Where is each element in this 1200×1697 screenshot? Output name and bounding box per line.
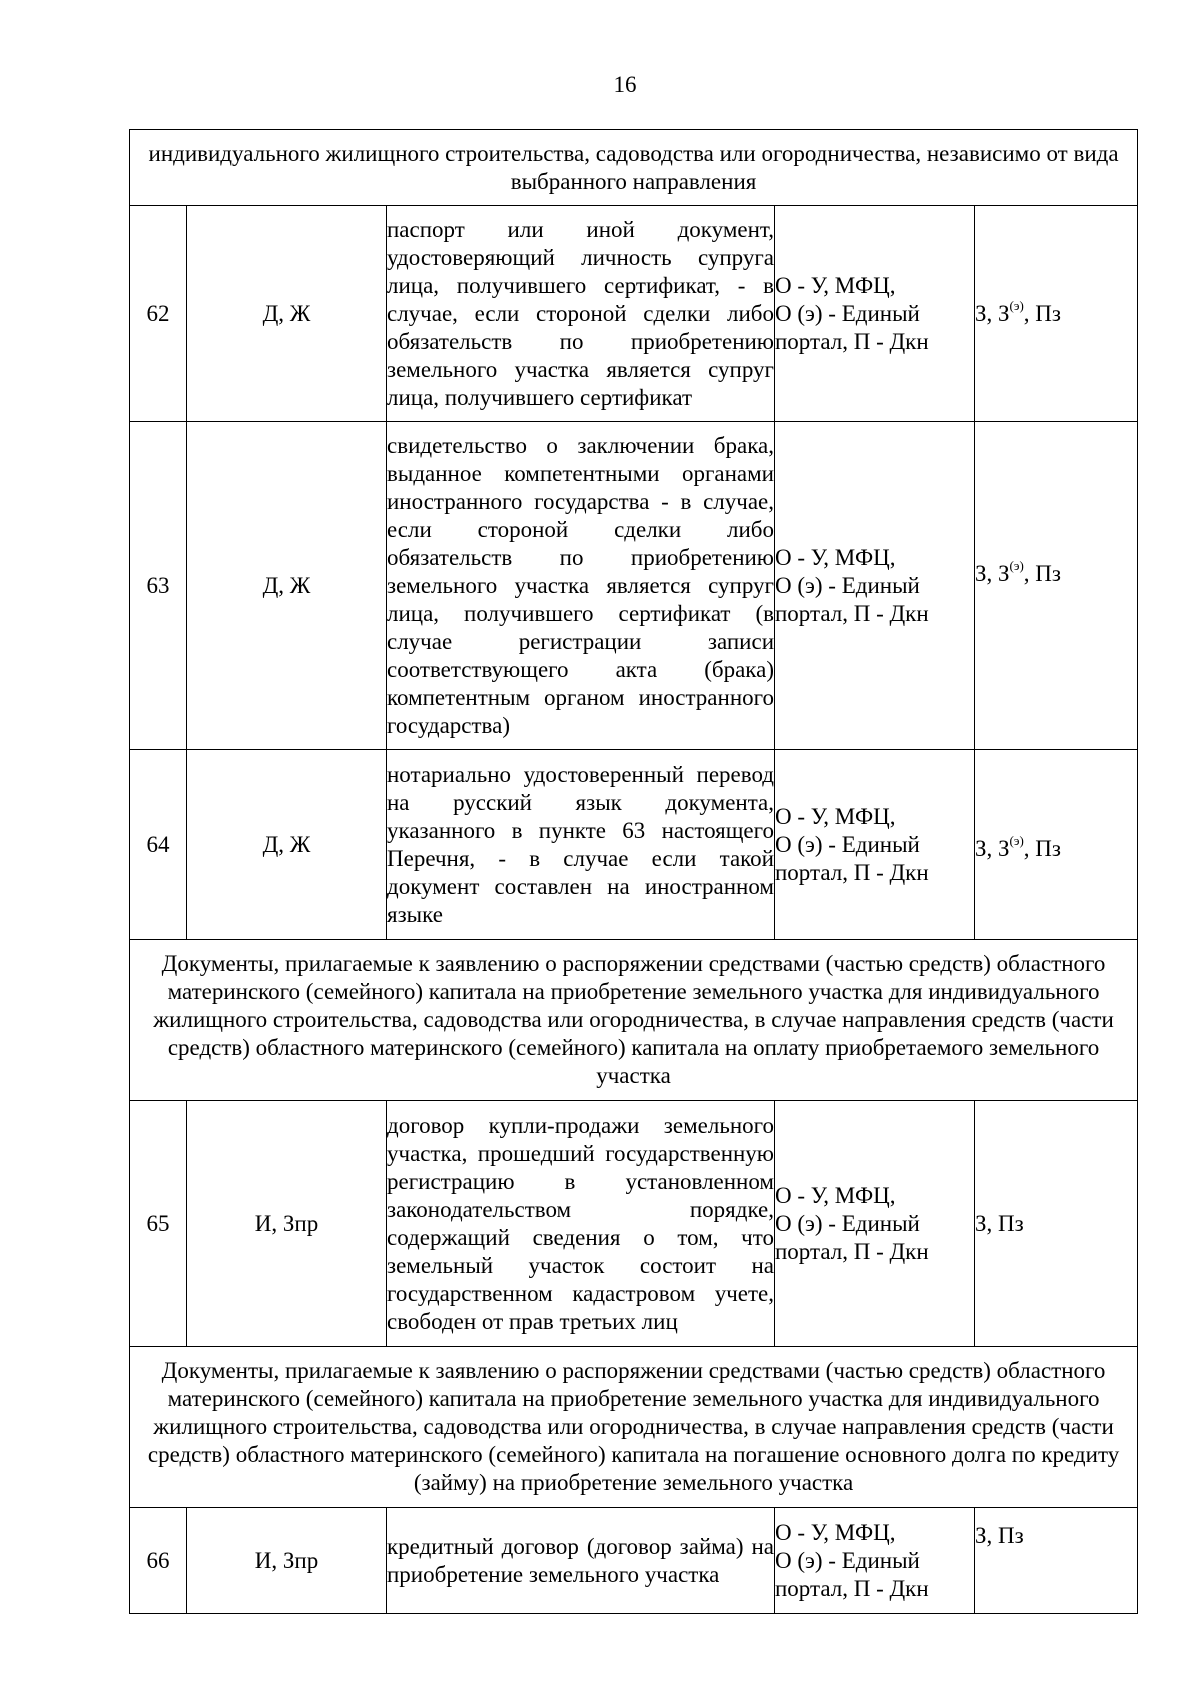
document-form <box>975 422 1138 750</box>
applicant-category: Д, Ж <box>187 206 387 422</box>
submission-method <box>775 206 975 422</box>
form-text: З, З <box>975 835 1010 861</box>
submission-line: О - У, МФЦ, <box>775 544 896 570</box>
row-number: 65 <box>130 1101 187 1347</box>
row-number: 64 <box>130 750 187 940</box>
row-number: 62 <box>130 206 187 422</box>
document-form <box>975 750 1138 940</box>
submission-line: О (э) - Единый <box>775 300 920 326</box>
form-superscript: (э) <box>1009 557 1024 573</box>
form-text: , Пз <box>1023 300 1061 326</box>
submission-line: О (э) - Единый <box>775 831 920 857</box>
submission-line: О (э) - Единый <box>775 1210 920 1236</box>
submission-line: О (э) - Единый <box>775 1547 920 1573</box>
form-text: З, Пз <box>975 1523 1024 1548</box>
submission-line: О - У, МФЦ, <box>775 803 896 829</box>
documents-table <box>129 129 1138 1614</box>
form-text: , Пз <box>1023 560 1061 586</box>
form-text: , Пз <box>1023 835 1061 861</box>
section-heading: Документы, прилагаемые к заявлению о распоряжении средствами (частью средств) областного материнского (семейного) капитала на приобретение земельного участка для индивидуального жилищного строительства, садоводства или огородничества, в случае направления средств (части средств) областного материнского (семейного) капитала на погашение основного долга по кредиту (займу) на приобретение земельного участка <box>130 1347 1138 1508</box>
section-row <box>130 1347 1138 1508</box>
document-description: свидетельство о заключении брака, выданное компетентными органами иностранного государства - в случае, если стороной сделки либо обязательств по приобретению земельного участка является супруг лица, получившего сертификат (в случае регистрации записи соответствующего акта (брака) компетентным органом иностранного государства) <box>387 422 775 750</box>
table-row <box>130 750 1138 940</box>
submission-line: портал, П - Дкн <box>775 600 929 626</box>
form-text: З, Пз <box>975 1210 1024 1236</box>
document-description: паспорт или иной документ, удостоверяющий личность супруга лица, получившего сертификат, - в случае, если стороной сделки либо обязательств по приобретению земельного участка является супруг лица, получившего сертификат <box>387 206 775 422</box>
submission-line: О - У, МФЦ, <box>775 272 896 298</box>
applicant-category: И, Зпр <box>187 1101 387 1347</box>
submission-method <box>775 1508 975 1614</box>
document-form <box>975 206 1138 422</box>
document-form <box>975 1101 1138 1347</box>
section-row <box>130 940 1138 1101</box>
page-number: 16 <box>613 72 637 97</box>
submission-method <box>775 1101 975 1347</box>
section-row <box>130 130 1138 206</box>
submission-line: портал, П - Дкн <box>775 1575 929 1601</box>
applicant-category: Д, Ж <box>187 422 387 750</box>
table-row <box>130 206 1138 422</box>
submission-line: портал, П - Дкн <box>775 859 929 885</box>
row-number: 66 <box>130 1508 187 1614</box>
form-text: З, З <box>975 300 1010 326</box>
table-row <box>130 422 1138 750</box>
submission-line: О - У, МФЦ, <box>775 1182 896 1208</box>
document-description: кредитный договор (договор займа) на приобретение земельного участка <box>387 1508 775 1614</box>
document-description: договор купли-продажи земельного участка, прошедший государственную регистрацию в установленном законодательством порядке, содержащий сведения о том, что земельный участок состоит на государственном кадастровом учете, свободен от прав третьих лиц <box>387 1101 775 1347</box>
submission-method <box>775 750 975 940</box>
submission-line: О (э) - Единый <box>775 572 920 598</box>
document-description: нотариально удостоверенный перевод на русский язык документа, указанного в пункте 63 настоящего Перечня, - в случае если такой документ составлен на иностранном языке <box>387 750 775 940</box>
form-text: З, З <box>975 560 1010 586</box>
section-heading: индивидуального жилищного строительства, садоводства или огородничества, независимо от вида выбранного направления <box>130 130 1138 206</box>
table-row <box>130 1508 1138 1614</box>
form-superscript: (э) <box>1009 832 1024 848</box>
applicant-category: Д, Ж <box>187 750 387 940</box>
submission-line: О - У, МФЦ, <box>775 1519 896 1545</box>
applicant-category: И, Зпр <box>187 1508 387 1614</box>
section-heading: Документы, прилагаемые к заявлению о распоряжении средствами (частью средств) областного материнского (семейного) капитала на приобретение земельного участка для индивидуального жилищного строительства, садоводства или огородничества, в случае направления средств (части средств) областного материнского (семейного) капитала на оплату приобретаемого земельного участка <box>130 940 1138 1101</box>
submission-line: портал, П - Дкн <box>775 1238 929 1264</box>
form-superscript: (э) <box>1009 297 1024 313</box>
submission-line: портал, П - Дкн <box>775 328 929 354</box>
row-number: 63 <box>130 422 187 750</box>
table-row <box>130 1101 1138 1347</box>
submission-method <box>775 422 975 750</box>
document-form <box>975 1508 1138 1614</box>
